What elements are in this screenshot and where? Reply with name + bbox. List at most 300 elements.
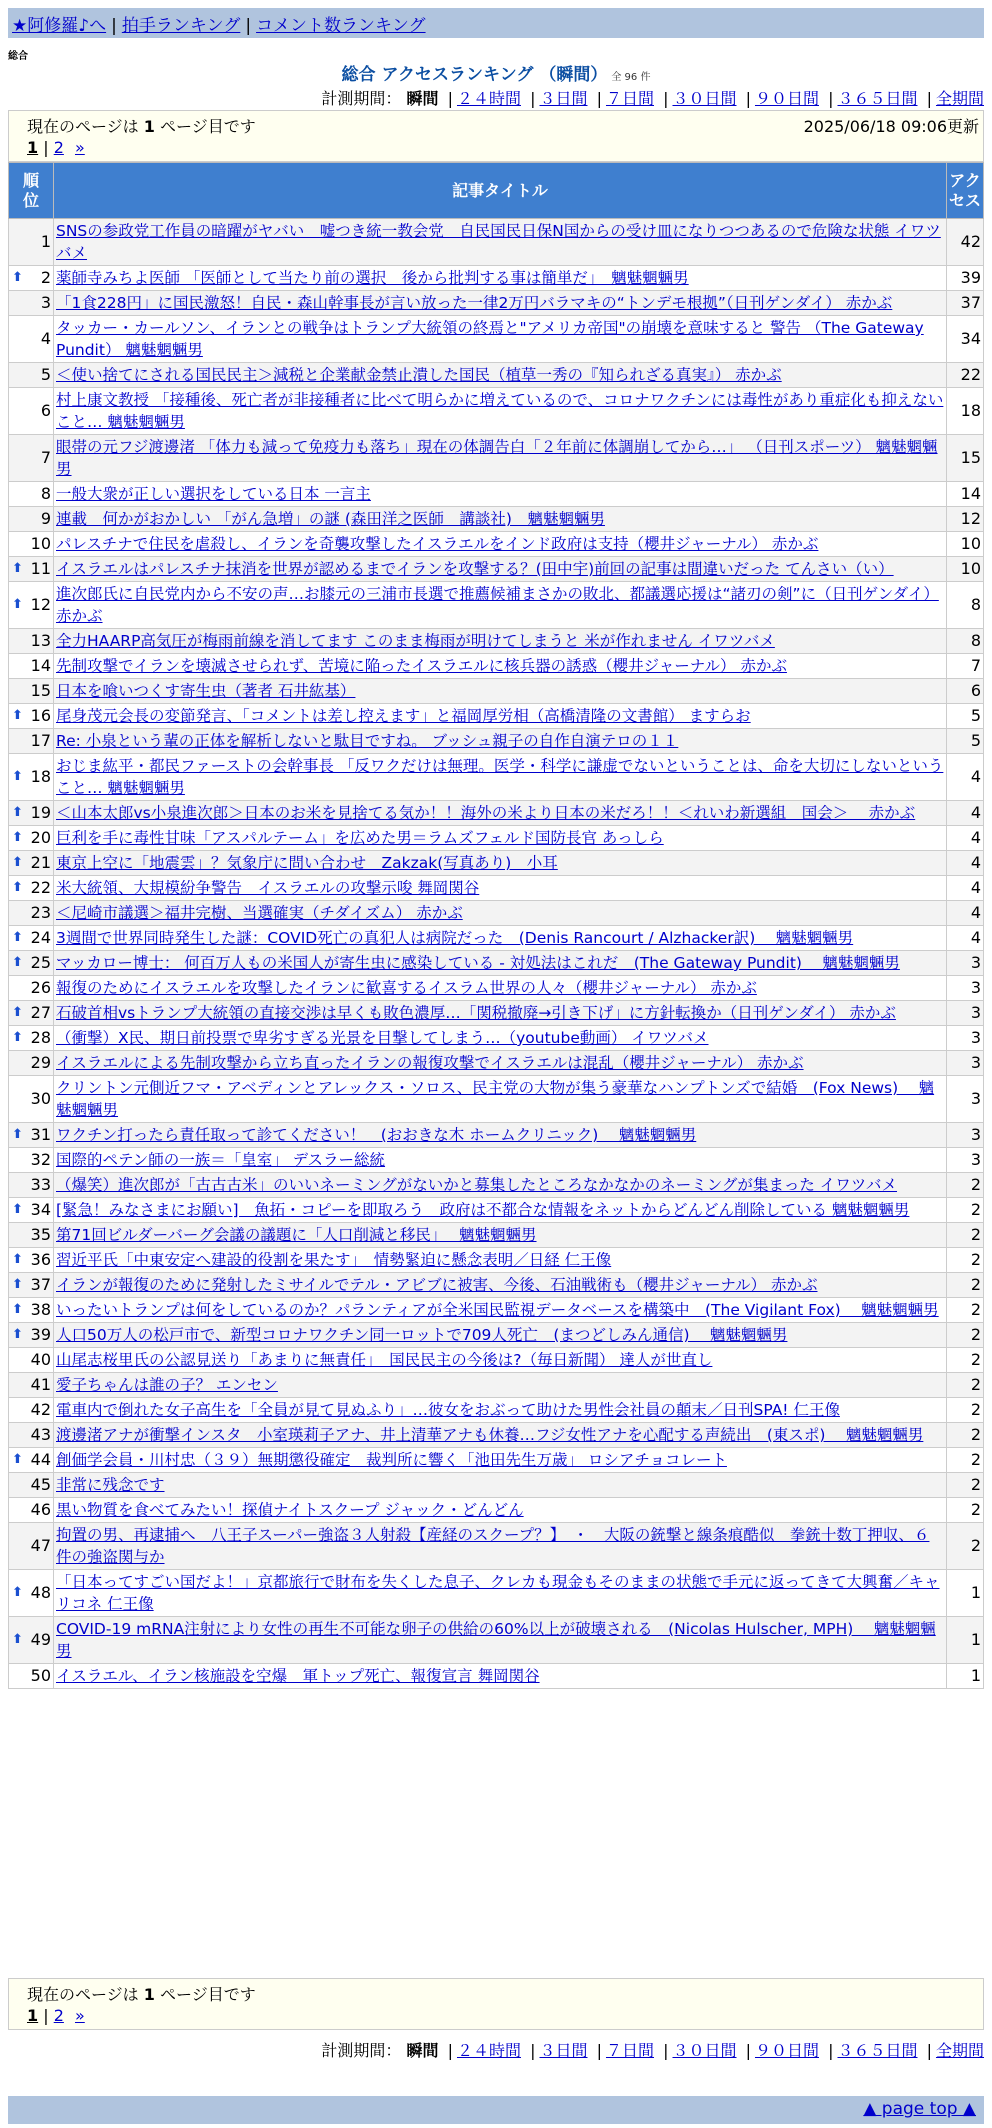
- article-link[interactable]: イスラエル、イラン核施設を空爆 軍トップ死亡、報復宣言 舞岡関谷: [56, 1667, 540, 1685]
- period-30d[interactable]: ３０日間: [672, 2041, 737, 2060]
- access-count: 4: [947, 876, 984, 901]
- title-cell: [54, 1570, 947, 1617]
- page-2-link[interactable]: 2: [53, 2006, 64, 2025]
- up-arrow-icon: ⬆: [12, 855, 23, 870]
- page-status: 現在のページは 1 ページ目です: [27, 117, 256, 136]
- page-top-link[interactable]: ▲ page top ▲: [863, 2099, 976, 2119]
- article-link[interactable]: 「1食228円」に国民激怒！自民・森山幹事長が言い放った一律2万円バラマキの“トンデモ根拠”（日刊ゲンダイ） 赤かぶ: [56, 294, 893, 312]
- access-count: 2: [947, 1423, 984, 1448]
- period-365d[interactable]: ３６５日間: [837, 89, 918, 108]
- up-arrow-icon: ⬆: [12, 955, 23, 970]
- rank-cell: [9, 629, 54, 654]
- table-row: [9, 1001, 984, 1026]
- table-row: [9, 754, 984, 801]
- table-row: [9, 926, 984, 951]
- rank-cell: [9, 754, 54, 801]
- access-count: 3: [947, 1148, 984, 1173]
- article-link[interactable]: ＜山本太郎vs小泉進次郎＞日本のお米を見捨てる気か！！海外の米より日本の米だろ！！＜れいわ新選組 国会＞ 赤かぶ: [56, 804, 916, 822]
- article-link[interactable]: 村上康文教授 「接種後、死亡者が非接種者に比べて明らかに増えているので、コロナワクチンには毒性があり重症化も抑えないこと… 魑魅魍魎男: [56, 391, 944, 431]
- period-selector-bottom: 計測期間： 瞬間 | ２４時間 | ３日間 | ７日間 | ３０日間 | ９０日間 | ３６５日間 | 全期間: [321, 2041, 984, 2060]
- access-count: 4: [947, 926, 984, 951]
- article-link[interactable]: [緊急！みなさまにお願い] 魚拓・コピーを即取ろう 政府は不都合な情報をネットからどんどん削除している 魑魅魍魎男: [56, 1201, 910, 1219]
- page-1-current: 1: [27, 138, 39, 157]
- rank-header: 順位: [9, 163, 54, 219]
- article-link[interactable]: クリントン元側近フマ・アベディンとアレックス・ソロス、民主党の大物が集う豪華なハンプトンズで結婚 (Fox News) 魑魅魍魎男: [56, 1079, 935, 1119]
- table-row: [9, 1051, 984, 1076]
- period-90d[interactable]: ９０日間: [754, 2041, 819, 2060]
- table-header-row: [9, 163, 984, 219]
- table-row: [9, 901, 984, 926]
- rank-number: 34: [30, 1200, 51, 1219]
- access-count: 15: [947, 435, 984, 482]
- rank-number: 32: [30, 1150, 51, 1169]
- rank-cell: [9, 901, 54, 926]
- rank-number: 21: [30, 853, 51, 872]
- period-7d[interactable]: ７日間: [605, 89, 654, 108]
- rank-cell: [9, 507, 54, 532]
- title-cell: [54, 1423, 947, 1448]
- table-row: [9, 291, 984, 316]
- table-row: [9, 1248, 984, 1273]
- access-count: 2: [947, 1448, 984, 1473]
- table-row: [9, 826, 984, 851]
- period-current: 瞬間: [406, 2041, 439, 2060]
- rank-cell: [9, 1448, 54, 1473]
- rank-number: 40: [30, 1350, 51, 1369]
- period-30d[interactable]: ３０日間: [672, 89, 737, 108]
- rank-number: 17: [30, 731, 51, 750]
- access-count: 4: [947, 754, 984, 801]
- rank-cell: [9, 266, 54, 291]
- access-count: 8: [947, 629, 984, 654]
- table-row: [9, 316, 984, 363]
- rank-cell: [9, 557, 54, 582]
- rank-number: 30: [30, 1089, 51, 1108]
- up-arrow-icon: ⬆: [12, 880, 23, 895]
- rank-cell: [9, 291, 54, 316]
- rank-number: 5: [40, 365, 51, 384]
- access-count: 2: [947, 1398, 984, 1423]
- title-cell: [54, 876, 947, 901]
- title-cell: [54, 266, 947, 291]
- access-count: 42: [947, 219, 984, 266]
- clap-ranking-link[interactable]: 拍手ランキング: [121, 16, 241, 36]
- table-row: [9, 654, 984, 679]
- table-row: [9, 557, 984, 582]
- rank-cell: [9, 532, 54, 557]
- article-link[interactable]: 3週間で世界同時発生した謎：COVID死亡の真犯人は病院だった (Denis Rancourt / Alzhacker訳) 魑魅魍魎男: [56, 929, 854, 947]
- rank-number: 50: [30, 1666, 51, 1685]
- article-link[interactable]: （衝撃）X民、期日前投票で卑劣すぎる光景を目撃してしまう…（youtube動画） イワツバメ: [56, 1029, 709, 1047]
- title-cell: [54, 482, 947, 507]
- article-link[interactable]: おじま紘平・都民ファーストの会幹事長 「反ワクだけは無理。医学・科学に謙虚でないということは、命を大切にしないということ… 魑魅魍魎男: [56, 757, 944, 797]
- title-cell: [54, 1523, 947, 1570]
- updated-time: 2025/06/18 09:06更新: [803, 117, 979, 136]
- rank-number: 13: [30, 631, 51, 650]
- page-2-link[interactable]: 2: [53, 138, 64, 157]
- table-row: [9, 1373, 984, 1398]
- rank-cell: [9, 876, 54, 901]
- rank-cell: [9, 1026, 54, 1051]
- access-count: 3: [947, 1123, 984, 1148]
- access-count: 1: [947, 1570, 984, 1617]
- rank-cell: [9, 1148, 54, 1173]
- rank-number: 16: [30, 706, 51, 725]
- table-row: [9, 1026, 984, 1051]
- table-row: [9, 1448, 984, 1473]
- period-selector-top: 計測期間： 瞬間 | ２４時間 | ３日間 | ７日間 | ３０日間 | ９０日間 | ３６５日間 | 全期間: [321, 89, 984, 108]
- rank-cell: [9, 1076, 54, 1123]
- rank-number: 33: [30, 1175, 51, 1194]
- article-link[interactable]: 習近平氏「中東安定へ建設的役割を果たす」 情勢緊迫に懸念表明／日経 仁王像: [56, 1251, 612, 1269]
- access-count: 2: [947, 1298, 984, 1323]
- period-24h[interactable]: ２４時間: [456, 2041, 521, 2060]
- up-arrow-icon: ⬆: [12, 769, 23, 784]
- access-count: 7: [947, 654, 984, 679]
- next-page-link[interactable]: »: [74, 138, 85, 157]
- article-link[interactable]: SNSの参政党工作員の暗躍がヤバい 嘘つき統一教会党 自民国民日保N国からの受け皿になりつつあるので危険な状態 イワツバメ: [56, 222, 941, 262]
- period-3d[interactable]: ３日間: [539, 2041, 588, 2060]
- comment-ranking-link[interactable]: コメント数ランキング: [256, 16, 426, 36]
- rank-number: 19: [30, 803, 51, 822]
- table-row: [9, 1617, 984, 1664]
- article-link[interactable]: マッカロー博士： 何百万人もの米国人が寄生虫に感染している - 対処法はこれだ (The Gateway Pundit) 魑魅魍魎男: [56, 954, 900, 972]
- title-cell: [54, 654, 947, 679]
- table-row: [9, 1076, 984, 1123]
- access-count: 1: [947, 1664, 984, 1689]
- rank-number: 48: [30, 1583, 51, 1602]
- period-label: 計測期間：: [321, 89, 402, 108]
- period-label: 計測期間：: [321, 2041, 402, 2060]
- article-link[interactable]: 眼帯の元フジ渡邊渚 「体力も減って免疫力も落ち」現在の体調告白「２年前に体調崩してから…」 （日刊スポーツ） 魑魅魍魎男: [56, 438, 938, 478]
- rank-number: 25: [30, 953, 51, 972]
- article-link[interactable]: 国際的ペテン師の一族＝「皇室」 デスラー総統: [56, 1151, 386, 1169]
- rank-number: 4: [40, 329, 51, 348]
- table-row: [9, 1473, 984, 1498]
- rank-number: 12: [30, 595, 51, 614]
- article-link[interactable]: 創価学会員・川村忠（３９）無期懲役確定 裁判所に響く「池田先生万歳」 ロシアチョコレート: [56, 1451, 727, 1469]
- category-label: 総合: [8, 51, 28, 62]
- article-link[interactable]: 全力HAARP高気圧が梅雨前線を消してます このまま梅雨が明けてしまうと 米が作れません イワツバメ: [56, 632, 775, 650]
- article-link[interactable]: イスラエルによる先制攻撃から立ち直ったイランの報復攻撃でイスラエルは混乱（櫻井ジャーナル） 赤かぶ: [56, 1054, 804, 1072]
- title-cell: [54, 1348, 947, 1373]
- rank-number: 46: [30, 1500, 51, 1519]
- title-cell: [54, 976, 947, 1001]
- rank-number: 39: [30, 1325, 51, 1344]
- table-row: [9, 1664, 984, 1689]
- up-arrow-icon: ⬆: [12, 708, 23, 723]
- access-count: 4: [947, 851, 984, 876]
- table-row: [9, 851, 984, 876]
- up-arrow-icon: ⬆: [12, 1632, 23, 1647]
- table-row: [9, 629, 984, 654]
- table-row: [9, 1198, 984, 1223]
- home-link[interactable]: ★阿修羅♪へ: [12, 16, 107, 36]
- title-cell: [54, 1026, 947, 1051]
- access-count: 37: [947, 291, 984, 316]
- table-row: [9, 507, 984, 532]
- rank-number: 6: [40, 401, 51, 420]
- table-row: [9, 482, 984, 507]
- rank-cell: [9, 1373, 54, 1398]
- up-arrow-icon: ⬆: [12, 270, 23, 285]
- rank-cell: [9, 363, 54, 388]
- title-cell: [54, 679, 947, 704]
- rank-number: 37: [30, 1275, 51, 1294]
- article-link[interactable]: 黒い物質を食べてみたい！探偵ナイトスクープ ジャック・どんどん: [56, 1501, 524, 1519]
- separator: |: [111, 16, 117, 36]
- table-row: [9, 729, 984, 754]
- title-cell: [54, 1323, 947, 1348]
- access-count: 2: [947, 1223, 984, 1248]
- rank-number: 27: [30, 1003, 51, 1022]
- up-arrow-icon: ⬆: [12, 597, 23, 612]
- article-link[interactable]: イスラエルはパレスチナ抹消を世界が認めるまでイランを攻撃する？(田中宇)前回の記事は間違いだった てんさい（い）: [56, 560, 894, 578]
- table-row: [9, 1298, 984, 1323]
- rank-number: 41: [30, 1375, 51, 1394]
- rank-cell: [9, 1273, 54, 1298]
- rank-cell: [9, 1173, 54, 1198]
- title-cell: [54, 291, 947, 316]
- title-cell: [54, 901, 947, 926]
- rank-cell: [9, 951, 54, 976]
- title-cell: [54, 1051, 947, 1076]
- rank-number: 47: [30, 1536, 51, 1555]
- article-link[interactable]: ワクチン打ったら責任取って診てください！ (おおきな木 ホームクリニック) 魑魅魍魎男: [56, 1126, 697, 1144]
- article-link[interactable]: 石破首相vsトランプ大統領の直接交渉は早くも敗色濃厚…「関税撤廃→引き下げ」に方針転換か（日刊ゲンダイ） 赤かぶ: [56, 1004, 896, 1022]
- access-count: 1: [947, 1617, 984, 1664]
- access-count: 4: [947, 901, 984, 926]
- separator: |: [245, 16, 252, 36]
- rank-cell: [9, 482, 54, 507]
- table-row: [9, 1123, 984, 1148]
- pager-top: [8, 110, 984, 162]
- period-3d[interactable]: ３日間: [539, 89, 588, 108]
- title-cell: [54, 729, 947, 754]
- period-24h[interactable]: ２４時間: [456, 89, 521, 108]
- rank-cell: [9, 316, 54, 363]
- rank-number: 24: [30, 928, 51, 947]
- access-count: 5: [947, 729, 984, 754]
- table-row: [9, 1498, 984, 1523]
- rank-number: 35: [30, 1225, 51, 1244]
- up-arrow-icon: ⬆: [12, 1127, 23, 1142]
- table-row: [9, 951, 984, 976]
- table-row: [9, 582, 984, 629]
- up-arrow-icon: ⬆: [12, 1302, 23, 1317]
- rank-number: 2: [40, 268, 51, 287]
- rank-number: 3: [40, 293, 51, 312]
- up-arrow-icon: ⬆: [12, 1202, 23, 1217]
- up-arrow-icon: ⬆: [12, 1327, 23, 1342]
- article-link[interactable]: COVID-19 mRNA注射により女性の再生不可能な卵子の供給の60%以上が破壊される (Nicolas Hulscher, MPH) 魑魅魍魎男: [56, 1620, 936, 1660]
- table-row: [9, 1523, 984, 1570]
- table-row: [9, 704, 984, 729]
- access-count: 2: [947, 1273, 984, 1298]
- period-current: 瞬間: [406, 89, 439, 108]
- article-link[interactable]: ＜使い捨てにされる国民民主＞減税と企業献金禁止潰した国民（植草一秀の『知られざる真実』） 赤かぶ: [56, 366, 782, 384]
- article-link[interactable]: 尾身茂元会長の変節発言、「コメントは差し控えます」と福岡厚労相（高橋清隆の文書館） ますらお: [56, 707, 751, 725]
- rank-number: 20: [30, 828, 51, 847]
- rank-cell: [9, 1198, 54, 1223]
- rank-cell: [9, 704, 54, 729]
- access-count: 2: [947, 1323, 984, 1348]
- title-header: 記事タイトル: [54, 163, 947, 219]
- rank-number: 29: [30, 1053, 51, 1072]
- title-cell: [54, 826, 947, 851]
- table-row: [9, 1398, 984, 1423]
- access-count: 3: [947, 1001, 984, 1026]
- title-cell: [54, 1664, 947, 1689]
- rank-cell: [9, 801, 54, 826]
- rank-cell: [9, 851, 54, 876]
- period-365d[interactable]: ３６５日間: [837, 2041, 918, 2060]
- title-cell: [54, 851, 947, 876]
- rank-number: 28: [30, 1028, 51, 1047]
- article-link[interactable]: （爆笑）進次郎が「古古古米」のいいネーミングがないかと募集したところなかなかのネーミングが集まった イワツバメ: [56, 1176, 898, 1194]
- table-row: [9, 976, 984, 1001]
- table-row: [9, 435, 984, 482]
- table-row: [9, 1223, 984, 1248]
- rank-number: 15: [30, 681, 51, 700]
- article-link[interactable]: 非常に残念です: [56, 1476, 165, 1494]
- article-link[interactable]: 日本を喰いつくす寄生虫（著者 石井紘基）: [56, 682, 356, 700]
- period-90d[interactable]: ９０日間: [754, 89, 819, 108]
- period-7d[interactable]: ７日間: [605, 2041, 654, 2060]
- title-cell: [54, 219, 947, 266]
- article-link[interactable]: 渡邊渚アナが衝撃インスタ 小室瑛莉子アナ、井上清華アナも休養…フジ女性アナを心配する声続出 (東スポ) 魑魅魍魎男: [56, 1426, 924, 1444]
- access-header: アクセス: [947, 163, 984, 219]
- rank-cell: [9, 976, 54, 1001]
- article-link[interactable]: 米大統領、大規模紛争警告 イスラエルの攻撃示唆 舞岡関谷: [56, 879, 480, 897]
- article-link[interactable]: 拘置の男、再逮捕へ 八王子スーパー強盗３人射殺【産経のスクープ？】 ・ 大阪の銃撃と線条痕酷似 拳銃十数丁押収、６件の強盗関与か: [56, 1526, 930, 1566]
- article-link[interactable]: 「日本ってすごい国だよ！」京都旅行で財布を失くした息子、クレカも現金もそのままの状態で手元に返ってきて大興奮／キャリコネ 仁王像: [56, 1573, 940, 1613]
- title-cell: [54, 316, 947, 363]
- article-link[interactable]: ＜尼崎市議選＞福井完樹、当選確実（チダイズム） 赤かぶ: [56, 904, 463, 922]
- rank-number: 44: [30, 1450, 51, 1469]
- rank-number: 43: [30, 1425, 51, 1444]
- rank-cell: [9, 1298, 54, 1323]
- rank-number: 1: [40, 232, 51, 251]
- article-link[interactable]: パレスチナで住民を虐殺し、イランを奇襲攻撃したイスラエルをインド政府は支持（櫻井ジャーナル） 赤かぶ: [56, 535, 819, 553]
- access-count: 3: [947, 951, 984, 976]
- access-count: 10: [947, 532, 984, 557]
- table-row: [9, 532, 984, 557]
- access-count: 4: [947, 826, 984, 851]
- rank-cell: [9, 1323, 54, 1348]
- article-link[interactable]: 電車内で倒れた女子高生を「全員が見て見ぬふり」…彼女をおぶって助けた男性会社員の顛末／日刊SPA! 仁王像: [56, 1401, 840, 1419]
- article-link[interactable]: 愛子ちゃんは誰の子？ エンセン: [56, 1376, 278, 1394]
- access-count: 8: [947, 582, 984, 629]
- title-cell: [54, 1448, 947, 1473]
- article-link[interactable]: Re: 小泉という輩の正体を解析しないと駄目ですね。 ブッシュ親子の自作自演テロの１１: [56, 732, 679, 750]
- access-count: 2: [947, 1498, 984, 1523]
- up-arrow-icon: ⬆: [12, 561, 23, 576]
- article-link[interactable]: 一般大衆が正しい選択をしている日本 一言主: [56, 485, 371, 503]
- table-row: [9, 266, 984, 291]
- page-1-current: 1: [27, 2006, 39, 2025]
- article-link[interactable]: イランが報復のために発射したミサイルでテル・アビブに被害、今後、石油戦術も（櫻井ジャーナル） 赤かぶ: [56, 1276, 818, 1294]
- rank-number: 36: [30, 1250, 51, 1269]
- rank-number: 23: [30, 903, 51, 922]
- rank-number: 42: [30, 1400, 51, 1419]
- article-link[interactable]: 巨利を手に毒性甘味「アスパルテーム」を広めた男＝ラムズフェルド国防長官 あっしら: [56, 829, 664, 847]
- up-arrow-icon: ⬆: [12, 1585, 23, 1600]
- title-cell: [54, 801, 947, 826]
- rank-cell: [9, 679, 54, 704]
- table-row: [9, 679, 984, 704]
- access-count: 2: [947, 1248, 984, 1273]
- article-link[interactable]: 進次郎氏に自民党内から不安の声…お膝元の三浦市長選で推薦候補まさかの敗北、都議選応援は“諸刃の剣”に（日刊ゲンダイ） 赤かぶ: [56, 585, 939, 625]
- period-all[interactable]: 全期間: [935, 2041, 984, 2060]
- rank-cell: [9, 926, 54, 951]
- period-all[interactable]: 全期間: [935, 89, 984, 108]
- article-link[interactable]: 報復のためにイスラエルを攻撃したイランに歓喜するイスラム世界の人々（櫻井ジャーナル） 赤かぶ: [56, 979, 757, 997]
- title-cell: [54, 435, 947, 482]
- title-cell: [54, 1617, 947, 1664]
- title-cell: [54, 1076, 947, 1123]
- up-arrow-icon: ⬆: [12, 830, 23, 845]
- title-cell: [54, 754, 947, 801]
- access-count: 3: [947, 1051, 984, 1076]
- ranking-table-body: [9, 219, 984, 1689]
- title-cell: [54, 1123, 947, 1148]
- rank-number: 11: [30, 559, 51, 578]
- rank-cell: [9, 1348, 54, 1373]
- bottom-bar: [8, 2096, 984, 2124]
- article-link[interactable]: 第71回ビルダーバーグ会議の議題に「人口削減と移民」 魑魅魍魎男: [56, 1226, 537, 1244]
- access-count: 22: [947, 363, 984, 388]
- rank-number: 22: [30, 878, 51, 897]
- rank-cell: [9, 582, 54, 629]
- rank-number: 7: [40, 448, 51, 467]
- next-page-link[interactable]: »: [74, 2006, 85, 2025]
- title-cell: [54, 363, 947, 388]
- article-link[interactable]: いったいトランプは何をしているのか？パランティアが全米国民監視データベースを構築中 (The Vigilant Fox) 魑魅魍魎男: [56, 1301, 939, 1319]
- title-cell: [54, 951, 947, 976]
- article-link[interactable]: タッカー・カールソン、イランとの戦争はトランプ大統領の終焉と"アメリカ帝国"の崩壊を意味すると 警告 （The Gateway Pundit） 魑魅魍魎男: [56, 319, 924, 359]
- table-row: [9, 363, 984, 388]
- rank-number: 26: [30, 978, 51, 997]
- title-cell: [54, 926, 947, 951]
- up-arrow-icon: ⬆: [12, 1030, 23, 1045]
- title-cell: [54, 1198, 947, 1223]
- article-link[interactable]: 薬師寺みちよ医師 「医師として当たり前の選択 後から批判する事は簡単だ」 魑魅魍魎男: [56, 269, 689, 287]
- access-count: 5: [947, 704, 984, 729]
- article-link[interactable]: 先制攻撃でイランを壊滅させられず、苦境に陥ったイスラエルに核兵器の誘惑（櫻井ジャーナル） 赤かぶ: [56, 657, 787, 675]
- up-arrow-icon: ⬆: [12, 930, 23, 945]
- rank-number: 49: [30, 1630, 51, 1649]
- up-arrow-icon: ⬆: [12, 1452, 23, 1467]
- table-row: [9, 219, 984, 266]
- page-links: 1 | 2 »: [27, 2006, 85, 2025]
- table-row: [9, 1173, 984, 1198]
- access-count: 34: [947, 316, 984, 363]
- rank-cell: [9, 1664, 54, 1689]
- table-row: [9, 801, 984, 826]
- access-count: 2: [947, 1523, 984, 1570]
- title-cell: [54, 1373, 947, 1398]
- rank-cell: [9, 1398, 54, 1423]
- access-count: 2: [947, 1373, 984, 1398]
- article-link[interactable]: 人口50万人の松戸市で、新型コロナワクチン同一ロットで709人死亡 (まつどしみん通信) 魑魅魍魎男: [56, 1326, 788, 1344]
- article-link[interactable]: 連載 何かがおかしい 「がん急増」の謎 (森田洋之医師 講談社) 魑魅魍魎男: [56, 510, 605, 528]
- article-link[interactable]: 東京上空に「地震雲」？気象庁に問い合わせ Zakzak(写真あり) 小耳: [56, 854, 558, 872]
- article-link[interactable]: 山尾志桜里氏の公認見送り「あまりに無責任」 国民民主の今後は?（毎日新聞） 達人が世直し: [56, 1351, 713, 1369]
- rank-cell: [9, 1001, 54, 1026]
- top-nav-bar: [8, 8, 984, 38]
- title-cell: [54, 1273, 947, 1298]
